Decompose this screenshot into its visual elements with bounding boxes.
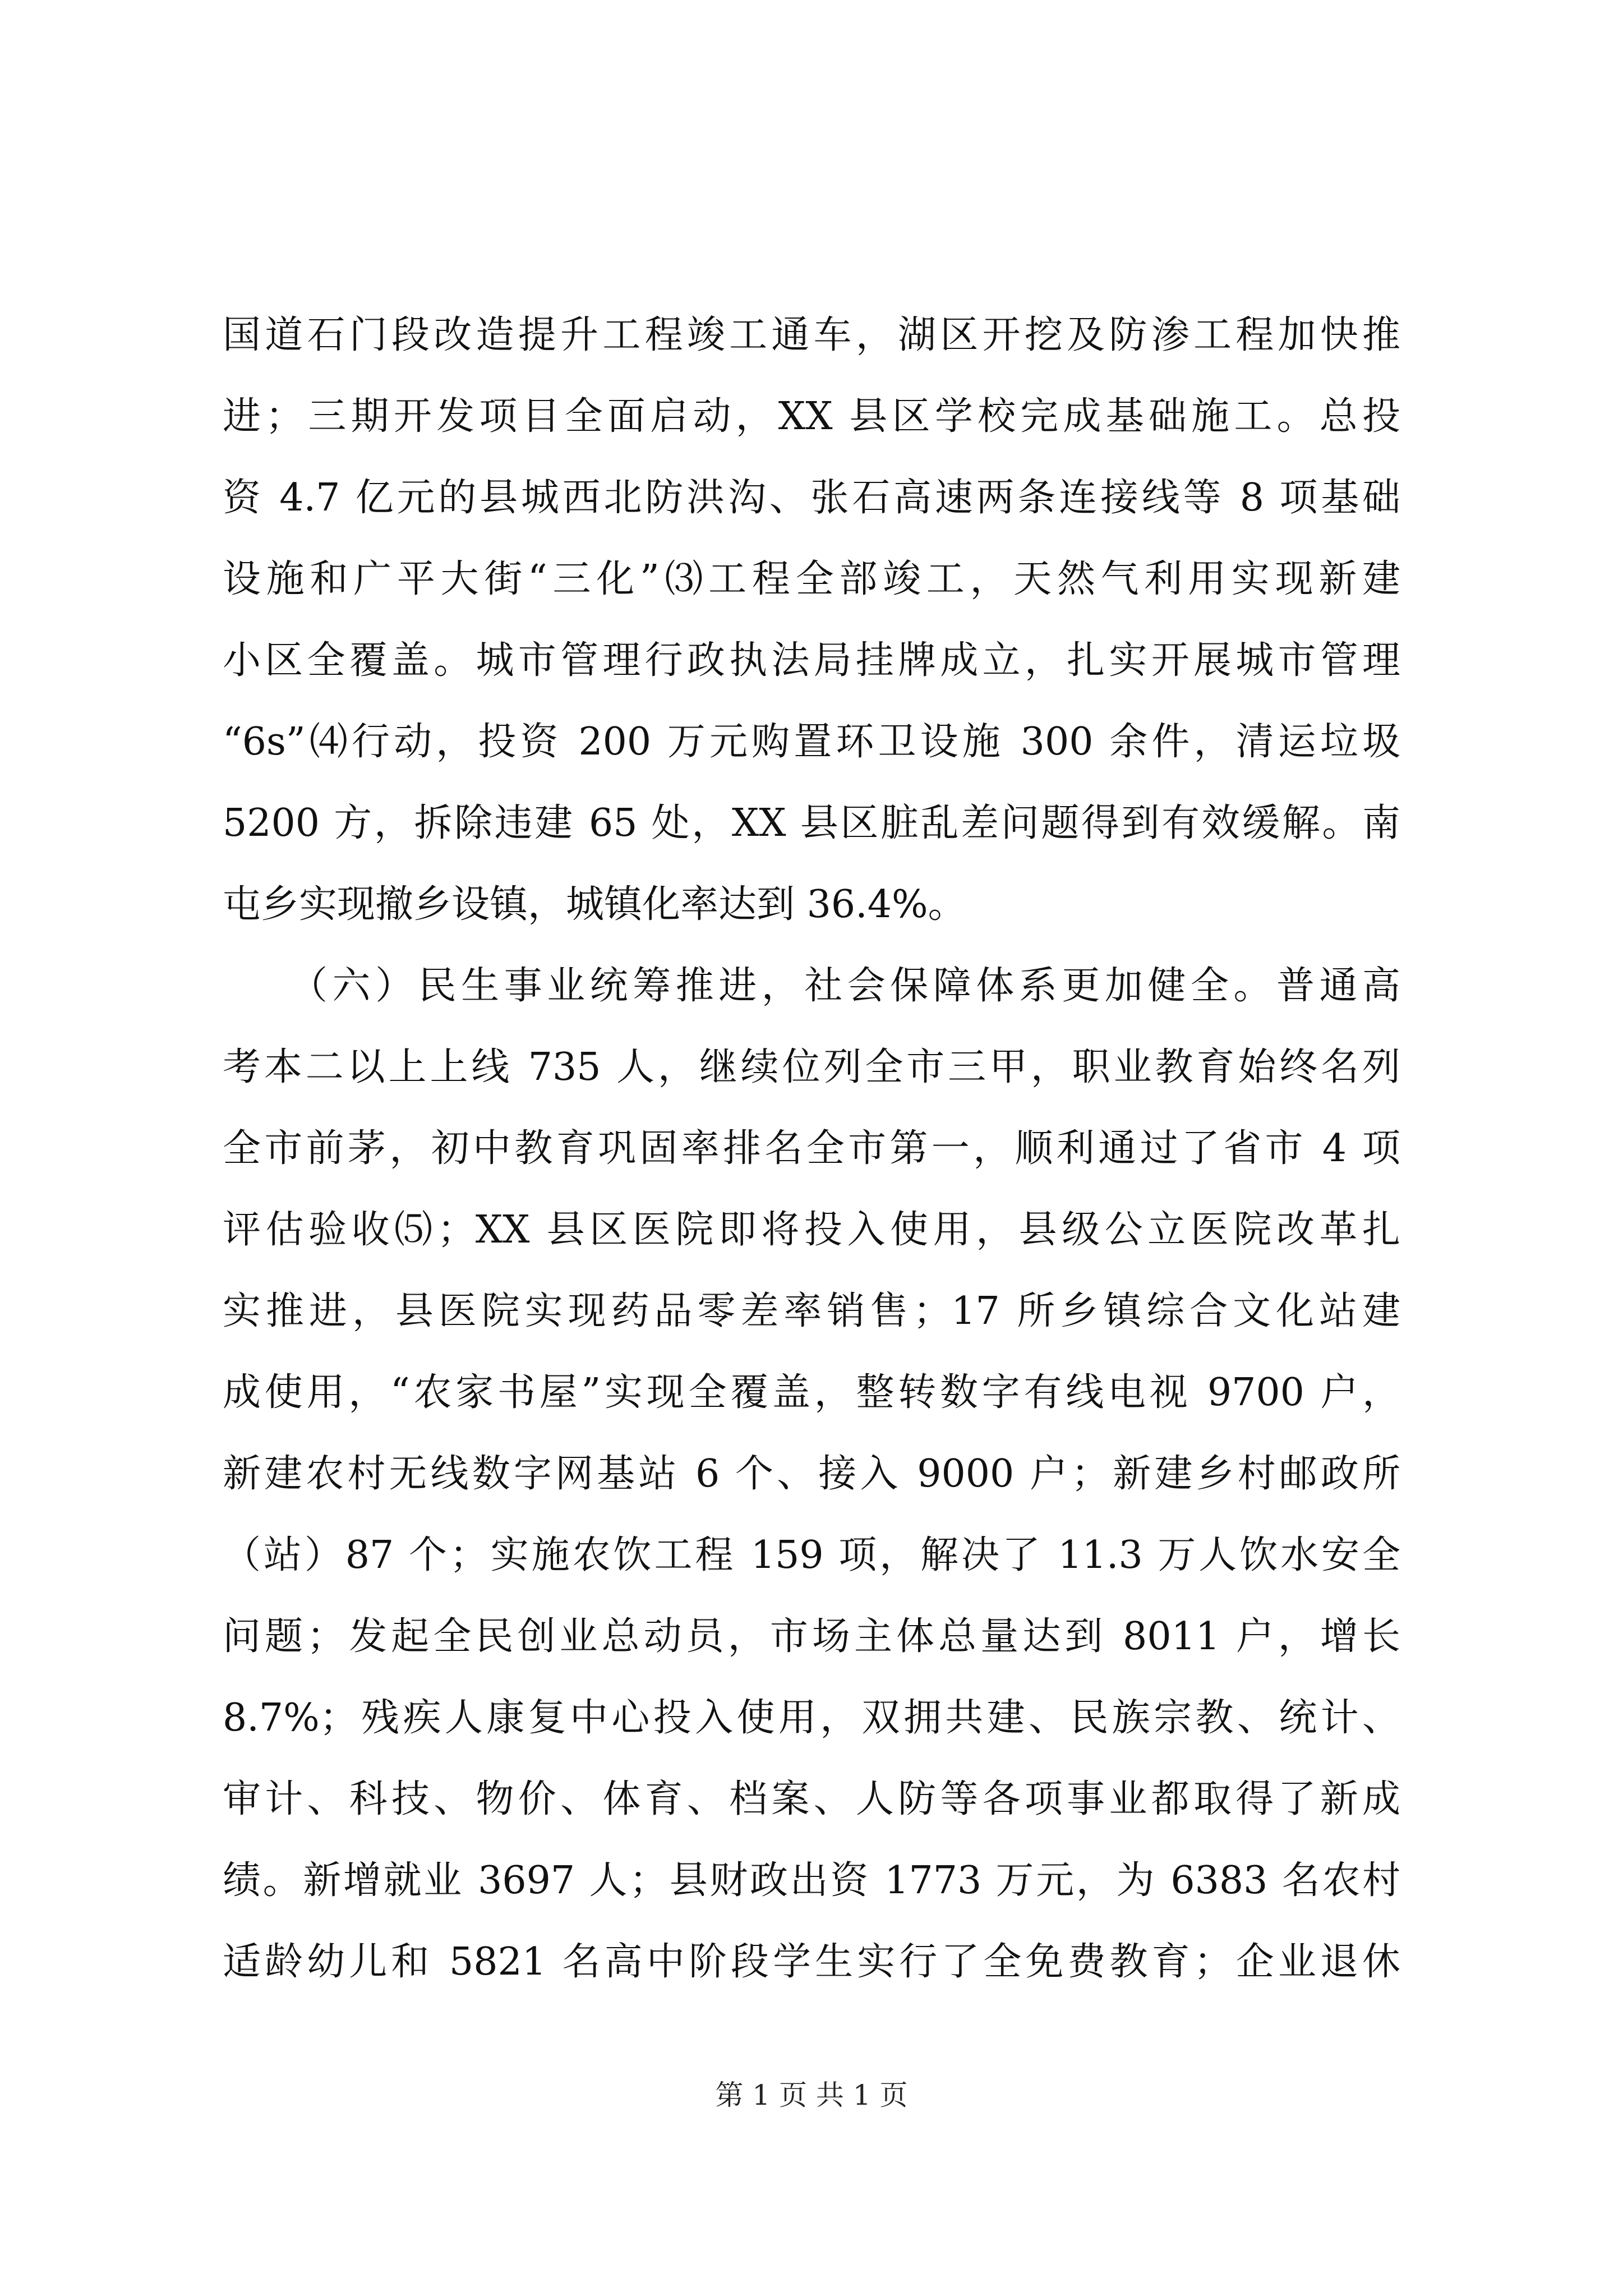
text-line: 新建农村无线数字网基站 6 个、接入 9000 户；新建乡村邮政所 (223, 1452, 1400, 1496)
text-line: （站）87 个；实施农饮工程 159 项，解决了 11.3 万人饮水安全 (223, 1533, 1400, 1577)
text-line: 问题；发起全民创业总动员，市场主体总量达到 8011 户，增长 (223, 1614, 1400, 1659)
text-line: （六）民生事业统筹推进，社会保障体系更加健全。普通高 (223, 964, 1400, 1008)
text-line: 资 4.7 亿元的县城西北防洪沟、张石高速两条连接线等 8 项基础 (223, 476, 1400, 520)
text-line: 审计、科技、物价、体育、档案、人防等各项事业都取得了新成 (223, 1777, 1400, 1821)
text-line: 小区全覆盖。城市管理行政执法局挂牌成立，扎实开展城市管理 (223, 638, 1400, 683)
text-line: 5200 方，拆除违建 65 处，XX 县区脏乱差问题得到有效缓解。南 (223, 801, 1400, 845)
text-line: 成使用，“农家书屋”实现全覆盖，整转数字有线电视 9700 户， (223, 1370, 1400, 1415)
text-line: 绩。新增就业 3697 人；县财政出资 1773 万元，为 6383 名农村 (223, 1858, 1400, 1903)
body-text (223, 295, 1400, 2003)
text-line: 考本二以上上线 735 人，继续位列全市三甲，职业教育始终名列 (223, 1045, 1400, 1089)
text-line: 国道石门段改造提升工程竣工通车，湖区开挖及防渗工程加快推 (223, 313, 1400, 357)
text-line: 适龄幼儿和 5821 名高中阶段学生实行了全免费教育；企业退休 (223, 1940, 1400, 1984)
page-footer (0, 2076, 1623, 2115)
text-line: 设施和广平大街“三化”⑶工程全部竣工，天然气利用实现新建 (223, 557, 1400, 601)
page-number-label: 第 1 页 共 1 页 (715, 2079, 908, 2111)
text-line: 评估验收⑸；XX 县区医院即将投入使用，县级公立医院改革扎 (223, 1208, 1400, 1252)
text-line: 实推进，县医院实现药品零差率销售；17 所乡镇综合文化站建 (223, 1289, 1400, 1333)
text-line: 进；三期开发项目全面启动，XX 县区学校完成基础施工。总投 (223, 394, 1400, 439)
text-line: “6s”⑷行动，投资 200 万元购置环卫设施 300 余件，清运垃圾 (223, 720, 1400, 764)
text-line: 屯乡实现撤乡设镇，城镇化率达到 36.4%。 (223, 882, 966, 927)
text-line: 8.7%；残疾人康复中心投入使用，双拥共建、民族宗教、统计、 (223, 1696, 1400, 1740)
text-line: 全市前茅，初中教育巩固率排名全市第一，顺利通过了省市 4 项 (223, 1126, 1400, 1171)
